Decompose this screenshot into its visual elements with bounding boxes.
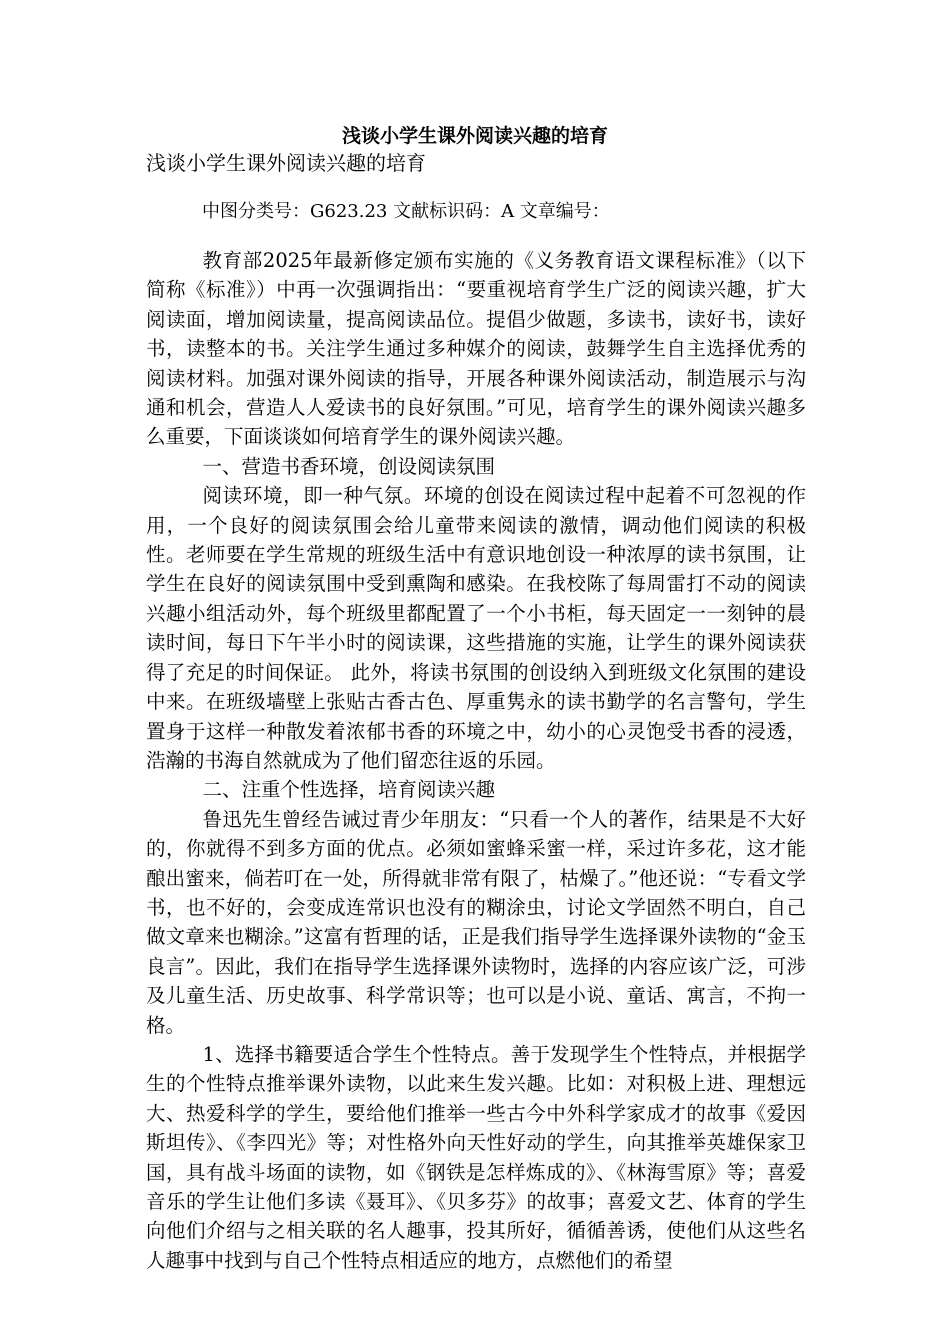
document-title: 浅谈小学生课外阅读兴趣的培育 (341, 125, 608, 147)
article-body (146, 246, 806, 1275)
intro-paragraph: 教育部2025年最新修定颁布实施的《义务教育语文课程标准》（以下简称《标准》）中再一次强调指出：“要重视培育学生广泛的阅读兴趣，扩大阅读面，增加阅读量，提高阅读品位。提倡少做题，多读书，读好书，读好书，读整本的书。关注学生通过多种媒介的阅读，鼓舞学生自主选择优秀的阅读材料。加强对课外阅读的指导，开展各种课外阅读活动，制造展示与沟通和机会，营造人人爱读书的良好氛围。”可见，培育学生的课外阅读兴趣多么重要，下面谈谈如何培育学生的课外阅读兴趣。 (146, 249, 806, 449)
document-subtitle: 浅谈小学生课外阅读兴趣的培育 (146, 151, 426, 175)
classification-line: 中图分类号：G623.23 文献标识码：A 文章编号： (202, 201, 610, 222)
section-1-paragraph: 阅读环境，即一种气氛。环境的创设在阅读过程中起着不可忽视的作用，一个良好的阅读氛围会给儿童带来阅读的激情，调动他们阅读的积极性。老师要在学生常规的班级生活中有意识地创设一种浓厚的读书氛围，让学生在良好的阅读氛围中受到熏陶和感染。在我校陈了每周雷打不动的阅读兴趣小组活动外，每个班级里都配置了一个小书柜，每天固定一一刻钟的晨读时间，每日下午半小时的阅读课，这些措施的实施，让学生的课外阅读获得了充足的时间保证。 此外，将读书氛围的创设纳入到班级文化氛围的建设中来。在班级墙壁上张贴古香古色、厚重隽永的读书勤学的名言警句，学生置身于这样一种散发着浓郁书香的环境之中，幼小的心灵饱受书香的浸透，浩瀚的书海自然就成为了他们留恋往返的乐园。 (146, 484, 806, 772)
section-2-paragraph: 鲁迅先生曾经告诫过青少年朋友：“只看一个人的著作，结果是不大好的，你就得不到多方面的优点。必须如蜜蜂采蜜一样，采过许多花，这才能酿出蜜来，倘若叮在一处，所得就非常有限了，枯燥了。”他还说：“专看文学书，也不好的，会变成连常识也没有的糊涂虫，讨论文学固然不明白，自己做文章来也糊涂。”这富有哲理的话，正是我们指导学生选择课外读物的“金玉良言”。因此，我们在指导学生选择课外读物时，选择的内容应该广泛，可涉及儿童生活、历史故事、科学常识等；也可以是小说、童话、寓言，不拘一格。 (146, 807, 806, 1037)
section-2-point-1-paragraph: 1、选择书籍要适合学生个性特点。善于发现学生个性特点，并根据学生的个性特点推举课外读物，以此来生发兴趣。比如：对积极上进、理想远大、热爱科学的学生，要给他们推举一些古今中外科学家成才的故事《爱因斯坦传》、《李四光》等；对性格外向天性好动的学生，向其推举英雄保家卫国，具有战斗场面的读物，如《钢铁是怎样炼成的》、《林海雪原》等；喜爱音乐的学生让他们多读《聂耳》、《贝多芬》的故事；喜爱文艺、体育的学生向他们介绍与之相关联的名人趣事，投其所好，循循善诱，使他们从这些名人趣事中找到与自己个性特点相适应的地方，点燃他们的希望 (146, 1042, 806, 1272)
section-heading-1: 一、营造书香环境，创设阅读氛围 (202, 454, 496, 478)
section-heading-2: 二、注重个性选择，培育阅读兴趣 (202, 778, 496, 802)
